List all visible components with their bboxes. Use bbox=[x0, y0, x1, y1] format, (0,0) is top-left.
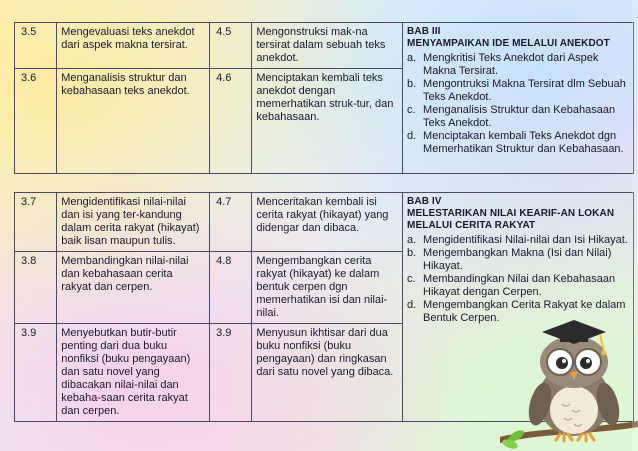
kd-number: 3.8 bbox=[15, 252, 57, 324]
kd-description: Menceritakan kembali isi cerita rakyat (hikayat) yang didengar dan dibaca. bbox=[252, 193, 403, 252]
list-item bbox=[407, 104, 629, 130]
list-item-text: Menciptakan kembali Teks Anekdot dgn Memerhatikan Struktur dan Kebahasaan. bbox=[423, 130, 624, 155]
bab-subtitle: MELESTARIKAN NILAI KEARIF-AN LOKAN MELALUI CERITA RAKYAT bbox=[407, 208, 615, 231]
bab-topic-list bbox=[407, 52, 629, 156]
owl-mascot-icon bbox=[500, 318, 638, 451]
list-item-text: Mengembangkan Cerita Rakyat ke dalam Bentuk Cerpen. bbox=[423, 299, 626, 324]
kd-table-bab-iii bbox=[14, 22, 634, 174]
list-marker: a. bbox=[407, 234, 417, 246]
list-marker: a. bbox=[407, 52, 417, 64]
table-row bbox=[15, 193, 634, 252]
list-item-text: Mengkritisi Teks Anekdot dari Aspek Makna Tersirat. bbox=[423, 52, 599, 77]
list-item-text: Mengontruksi Makna Tersirat dlm Sebuah Teks Anekdot. bbox=[423, 78, 626, 103]
kd-description: Menyusun ikhtisar dari dua buku nonfiksi (buku pengayaan) dan ringkasan dari satu novel yang dibaca. bbox=[252, 324, 403, 422]
bab-subtitle: MENYAMPAIKAN IDE MELALUI ANEKDOT bbox=[407, 38, 610, 49]
list-item-text: Membandingkan Nilai dan Kebahasaan Hikayat dengan Cerpen. bbox=[423, 273, 616, 298]
list-marker: d. bbox=[407, 299, 417, 311]
kd-number: 3.5 bbox=[15, 23, 57, 69]
list-item bbox=[407, 78, 629, 104]
list-item bbox=[407, 273, 629, 299]
bab-topic-list bbox=[407, 234, 629, 325]
kd-description: Menganalisis struktur dan kebahasaan teks anekdot. bbox=[57, 69, 210, 174]
kd-number: 3.6 bbox=[15, 69, 57, 174]
kd-number: 4.6 bbox=[210, 69, 252, 174]
bab-title: BAB III bbox=[407, 26, 441, 37]
kd-description: Mengevaluasi teks anekdot dari aspek makna tersirat. bbox=[57, 23, 210, 69]
bab-cell bbox=[403, 23, 634, 174]
kd-description: Mengidentifikasi nilai-nilai dan isi yang ter-kandung dalam cerita rakyat (hikayat) baik lisan maupun tulis. bbox=[57, 193, 210, 252]
list-item-text: Mengembangkan Makna (Isi dan Nilai) Hikayat. bbox=[423, 247, 612, 272]
list-item-text: Menganalisis Struktur dan Kebahasaan Teks Anekdot. bbox=[423, 104, 616, 129]
table-row bbox=[15, 23, 634, 69]
list-item bbox=[407, 247, 629, 273]
kd-description: Mengonstruksi mak-na tersirat dalam sebuah teks anekdot. bbox=[252, 23, 403, 69]
kd-number: 3.9 bbox=[15, 324, 57, 422]
kd-number: 4.8 bbox=[210, 252, 252, 324]
kd-number: 3.9 bbox=[210, 324, 252, 422]
kd-description: Mengembangkan cerita rakyat (hikayat) ke dalam bentuk cerpen dgn memerhatikan isi dan nilai-nilai. bbox=[252, 252, 403, 324]
kd-number: 3.7 bbox=[15, 193, 57, 252]
list-item bbox=[407, 52, 629, 78]
list-marker: c. bbox=[407, 104, 416, 116]
kd-number: 4.5 bbox=[210, 23, 252, 69]
list-marker: d. bbox=[407, 130, 417, 142]
list-item-text: Mengidentifikasi Nilai-nilai dan Isi Hikayat. bbox=[423, 234, 628, 246]
kd-number: 4.7 bbox=[210, 193, 252, 252]
page-edge-decoration bbox=[632, 0, 638, 451]
kd-description: Menyebutkan butir-butir penting dari dua buku nonfiksi (buku pengayaan) dan satu novel yang dibacakan nilai-nilai dan kebaha-saan cerita rakyat dan cerpen. bbox=[57, 324, 210, 422]
bab-title: BAB IV bbox=[407, 196, 442, 207]
list-item bbox=[407, 234, 629, 247]
list-marker: c. bbox=[407, 273, 416, 285]
list-item bbox=[407, 130, 629, 156]
kd-description: Membandingkan nilai-nilai dan kebahasaan cerita rakyat dan cerpen. bbox=[57, 252, 210, 324]
list-marker: b. bbox=[407, 247, 417, 259]
list-marker: b. bbox=[407, 78, 417, 90]
kd-description: Menciptakan kembali teks anekdot dengan memerhatikan struk-tur, dan kebahasaan. bbox=[252, 69, 403, 174]
